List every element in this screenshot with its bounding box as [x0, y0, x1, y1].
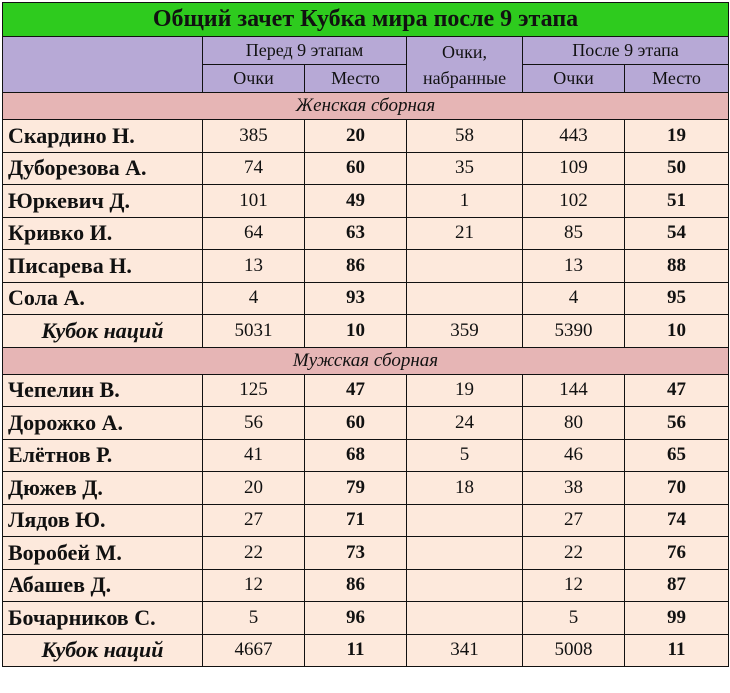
table-row: [3, 602, 729, 635]
standings-table: [2, 2, 729, 667]
place-before: 49: [305, 185, 407, 218]
place-before: 60: [305, 152, 407, 185]
place-after: 87: [625, 569, 729, 602]
place-before: 10: [305, 315, 407, 348]
points-gained: 1: [407, 185, 523, 218]
athlete-name: Лядов Ю.: [3, 504, 203, 537]
points-gained: [407, 504, 523, 537]
before-place-header: Место: [305, 65, 407, 93]
athlete-name: Дуборезова А.: [3, 152, 203, 185]
athlete-name: Писарева Н.: [3, 250, 203, 283]
points-after: 22: [523, 537, 625, 570]
table-row: [3, 407, 729, 440]
table-row: [3, 504, 729, 537]
athlete-name: Абашев Д.: [3, 569, 203, 602]
points-gained: 341: [407, 634, 523, 667]
gained-header: [407, 37, 523, 93]
place-before: 47: [305, 374, 407, 407]
points-after: 443: [523, 120, 625, 153]
points-gained: 58: [407, 120, 523, 153]
place-before: 60: [305, 407, 407, 440]
athlete-name: Дюжев Д.: [3, 472, 203, 505]
points-after: 5: [523, 602, 625, 635]
points-gained: [407, 250, 523, 283]
place-after: 70: [625, 472, 729, 505]
place-before: 96: [305, 602, 407, 635]
points-before: 5: [203, 602, 305, 635]
table-row: [3, 472, 729, 505]
points-before: 4667: [203, 634, 305, 667]
points-gained: 21: [407, 217, 523, 250]
table-row: [3, 537, 729, 570]
points-before: 5031: [203, 315, 305, 348]
points-before: 101: [203, 185, 305, 218]
table-row: [3, 374, 729, 407]
place-after: 51: [625, 185, 729, 218]
points-gained: [407, 282, 523, 315]
athlete-name: Чепелин В.: [3, 374, 203, 407]
points-after: 38: [523, 472, 625, 505]
points-before: 385: [203, 120, 305, 153]
points-before: 13: [203, 250, 305, 283]
table-row: [3, 217, 729, 250]
points-after: 27: [523, 504, 625, 537]
athlete-name: Сола А.: [3, 282, 203, 315]
points-after: 46: [523, 439, 625, 472]
points-gained: [407, 537, 523, 570]
points-before: 22: [203, 537, 305, 570]
section-title: Мужская сборная: [3, 347, 729, 374]
place-before: 73: [305, 537, 407, 570]
points-after: 5008: [523, 634, 625, 667]
points-after: 109: [523, 152, 625, 185]
points-gained: [407, 569, 523, 602]
points-gained: 35: [407, 152, 523, 185]
table-title: Общий зачет Кубка мира после 9 этапа: [3, 3, 729, 37]
place-before: 93: [305, 282, 407, 315]
place-after: 47: [625, 374, 729, 407]
table-row: [3, 569, 729, 602]
place-after: 99: [625, 602, 729, 635]
place-after: 56: [625, 407, 729, 440]
place-after: 10: [625, 315, 729, 348]
points-gained: 359: [407, 315, 523, 348]
after-points-header: Очки: [523, 65, 625, 93]
athlete-name: Елётнов Р.: [3, 439, 203, 472]
name-header-blank: [3, 37, 203, 93]
points-before: 56: [203, 407, 305, 440]
athlete-name: Бочарников С.: [3, 602, 203, 635]
points-after: 13: [523, 250, 625, 283]
points-after: 4: [523, 282, 625, 315]
points-after: 80: [523, 407, 625, 440]
place-after: 54: [625, 217, 729, 250]
points-gained: 18: [407, 472, 523, 505]
points-gained: 5: [407, 439, 523, 472]
athlete-name: Дорожко А.: [3, 407, 203, 440]
nations-cup-label: Кубок наций: [3, 315, 203, 348]
before-group-header: Перед 9 этапам: [203, 37, 407, 65]
points-gained: 19: [407, 374, 523, 407]
place-after: 95: [625, 282, 729, 315]
place-before: 86: [305, 569, 407, 602]
nations-cup-label: Кубок наций: [3, 634, 203, 667]
place-after: 74: [625, 504, 729, 537]
nations-cup-row: [3, 634, 729, 667]
nations-cup-row: [3, 315, 729, 348]
table-row: [3, 152, 729, 185]
after-place-header: Место: [625, 65, 729, 93]
place-before: 20: [305, 120, 407, 153]
table-row: [3, 282, 729, 315]
points-before: 125: [203, 374, 305, 407]
points-before: 41: [203, 439, 305, 472]
points-gained: [407, 602, 523, 635]
points-after: 12: [523, 569, 625, 602]
points-after: 102: [523, 185, 625, 218]
before-points-header: Очки: [203, 65, 305, 93]
after-group-header: После 9 этапа: [523, 37, 729, 65]
place-before: 63: [305, 217, 407, 250]
points-before: 12: [203, 569, 305, 602]
points-gained: 24: [407, 407, 523, 440]
place-before: 11: [305, 634, 407, 667]
athlete-name: Воробей М.: [3, 537, 203, 570]
table-row: [3, 439, 729, 472]
points-before: 4: [203, 282, 305, 315]
section-title: Женская сборная: [3, 93, 729, 120]
place-before: 79: [305, 472, 407, 505]
place-before: 71: [305, 504, 407, 537]
table-row: [3, 120, 729, 153]
athlete-name: Кривко И.: [3, 217, 203, 250]
gained-header-line2: набранные: [422, 67, 507, 88]
table-row: [3, 250, 729, 283]
points-after: 85: [523, 217, 625, 250]
place-after: 76: [625, 537, 729, 570]
gained-header-line1: Очки,: [442, 41, 487, 62]
points-before: 27: [203, 504, 305, 537]
place-after: 19: [625, 120, 729, 153]
athlete-name: Скардино Н.: [3, 120, 203, 153]
place-after: 88: [625, 250, 729, 283]
points-after: 144: [523, 374, 625, 407]
place-after: 65: [625, 439, 729, 472]
place-before: 68: [305, 439, 407, 472]
points-after: 5390: [523, 315, 625, 348]
points-before: 20: [203, 472, 305, 505]
place-before: 86: [305, 250, 407, 283]
points-before: 64: [203, 217, 305, 250]
table-row: [3, 185, 729, 218]
athlete-name: Юркевич Д.: [3, 185, 203, 218]
points-before: 74: [203, 152, 305, 185]
place-after: 50: [625, 152, 729, 185]
place-after: 11: [625, 634, 729, 667]
